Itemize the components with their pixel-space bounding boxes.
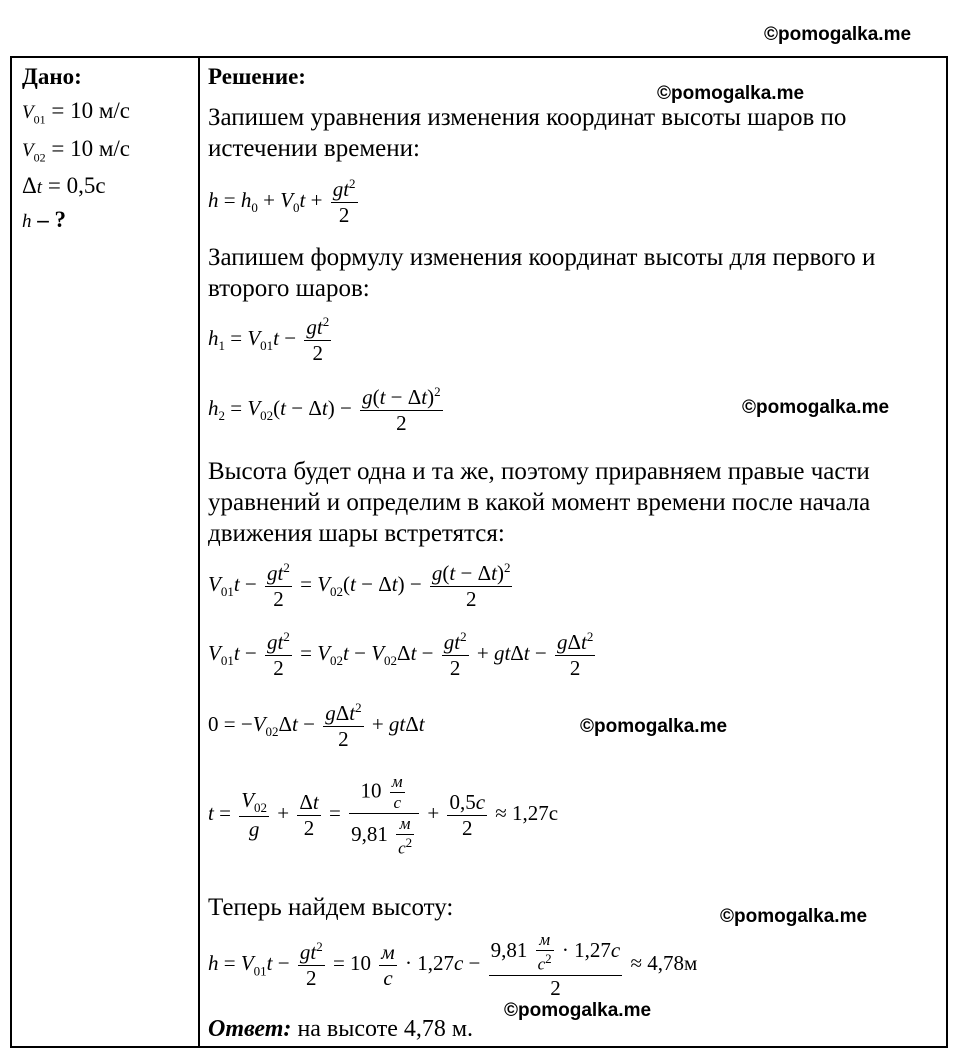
watermark: ©pomogalka.me [764,24,912,45]
paragraph-1: Запишем уравнения изменения координат высоты шаров по истечении времени: [208,104,847,162]
given-v02-value: 10 м/с [70,135,130,161]
given-title: Дано: [22,64,82,89]
formula-general: $h = h_0 + V_0t$ + $\frac{gt^2}{2}$ [208,176,356,227]
watermark: ©pomogalka.me [742,397,890,418]
height-result: ≈ 4,78м [630,951,698,976]
given-v01-value: 10 м/с [70,98,130,123]
given-dt-value: 0,5с [66,173,106,199]
formula-h2: $h_2 = V_{02}(t - \Delta t)$ − $\frac{g(t - \Delta t)^2}{2}$ [208,384,441,435]
formula-time: t = $\frac{V_{02}}{g}$ + $\frac{\Delta t}{2}$ = 10 м с 9,81 м $с^2$ + 0,5с 2 ≈ 1,27с [208,772,559,858]
given-dt: Δt = 0,5с [22,173,106,199]
formula-equality-1: $V_{01}t$ − $\frac{gt^2}{2}$ = $V_{02}(t - \Delta t)$ − $\frac{g(t - \Delta t)^2}{2}$ [208,560,511,611]
formula-zero: $0 = -V_{02}\Delta t$ − gΔt$^2$ 2 + gtΔt [208,700,425,751]
solution-title: Решение: [208,64,306,89]
given-unknown: h – ? [22,207,66,233]
paragraph-4: Теперь найдем высоту: [208,894,454,921]
answer-line [208,1016,473,1043]
column-divider [198,58,200,1046]
answer-label: Ответ: [208,1016,292,1042]
watermark: ©pomogalka.me [657,83,805,104]
paragraph-2: Запишем формулу изменения координат высоты для первого и второго шаров: [208,244,876,302]
watermark: ©pomogalka.me [580,716,728,737]
time-result: ≈ 1,27с [495,801,559,826]
formula-h1: $h_1 = V_{01}t$ − $\frac{gt^2}{2}$ [208,314,330,365]
solution-table [10,56,948,1048]
given-unknown-text: – ? [37,207,66,233]
given-column [22,64,192,233]
watermark: ©pomogalka.me [504,1000,652,1021]
paragraph-3: Высота будет одна и та же, поэтому приравняем правые части уравнений и определим в какой момент времени после начала движения шары встретятся: [208,458,871,547]
formula-height: $h = V_{01}t$ − $\frac{gt^2}{2}$ = 10 м с · 1,27с − 9,81 м $с^2$ · 1,27с 2 ≈ 4,78м [208,930,698,1000]
formula-equality-2: $V_{01}t$ − $\frac{gt^2}{2}$ = $V_{02}t - V_{02}\Delta t$ − $\frac{gt^2}{2}$ + gtΔt − gΔt$^2$ 2 [208,629,594,680]
watermark: ©pomogalka.me [720,906,868,927]
given-v01: $V_{01} = 10$ м/с [22,98,130,127]
answer-text: на высоте 4,78 м. [297,1016,474,1042]
given-v02: $V_{02} = 10$ м/с [22,135,130,165]
